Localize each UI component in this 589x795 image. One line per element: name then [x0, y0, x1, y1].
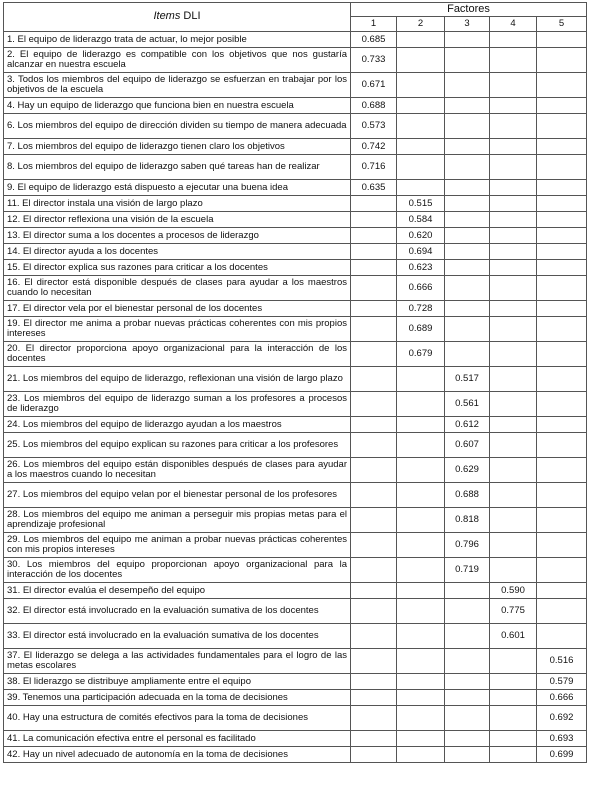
- table-row: [4, 731, 587, 747]
- factor-loading-value: 0.612: [445, 417, 490, 433]
- empty-cell: [397, 392, 445, 417]
- empty-cell: [537, 458, 587, 483]
- empty-cell: [351, 508, 397, 533]
- item-text: 40. Hay una estructura de comités efectivos para la toma de decisiones: [4, 706, 351, 731]
- empty-cell: [445, 114, 490, 139]
- empty-cell: [351, 367, 397, 392]
- factor-loading-value: 0.719: [445, 558, 490, 583]
- empty-cell: [445, 260, 490, 276]
- factor-loading-value: 0.516: [537, 649, 587, 674]
- empty-cell: [537, 212, 587, 228]
- empty-cell: [490, 342, 537, 367]
- empty-cell: [490, 731, 537, 747]
- empty-cell: [445, 706, 490, 731]
- factor-loading-value: 0.666: [537, 690, 587, 706]
- empty-cell: [537, 155, 587, 180]
- empty-cell: [397, 139, 445, 155]
- empty-cell: [490, 73, 537, 98]
- table-row: [4, 558, 587, 583]
- table-row: [4, 139, 587, 155]
- empty-cell: [351, 674, 397, 690]
- empty-cell: [490, 649, 537, 674]
- table-row: [4, 244, 587, 260]
- empty-cell: [397, 180, 445, 196]
- empty-cell: [490, 32, 537, 48]
- factor-loadings-table: [3, 2, 587, 763]
- empty-cell: [490, 533, 537, 558]
- item-text: 20. El director proporciona apoyo organizacional para la interacción de los docentes: [4, 342, 351, 367]
- empty-cell: [351, 483, 397, 508]
- empty-cell: [537, 196, 587, 212]
- factores-header: Factores: [351, 3, 587, 17]
- factor-number: 2: [397, 17, 445, 32]
- empty-cell: [351, 599, 397, 624]
- empty-cell: [490, 228, 537, 244]
- empty-cell: [445, 196, 490, 212]
- empty-cell: [537, 301, 587, 317]
- empty-cell: [397, 48, 445, 73]
- item-text: 38. El liderazgo se distribuye ampliamente entre el equipo: [4, 674, 351, 690]
- table-row: [4, 483, 587, 508]
- empty-cell: [445, 674, 490, 690]
- table-row: [4, 317, 587, 342]
- table-row: [4, 583, 587, 599]
- empty-cell: [490, 155, 537, 180]
- empty-cell: [490, 747, 537, 763]
- empty-cell: [397, 624, 445, 649]
- empty-cell: [351, 649, 397, 674]
- table-row: [4, 458, 587, 483]
- table-row: [4, 342, 587, 367]
- factor-loading-value: 0.515: [397, 196, 445, 212]
- empty-cell: [397, 367, 445, 392]
- empty-cell: [351, 690, 397, 706]
- empty-cell: [445, 301, 490, 317]
- factor-loading-value: 0.635: [351, 180, 397, 196]
- table-row: [4, 508, 587, 533]
- empty-cell: [537, 228, 587, 244]
- empty-cell: [397, 747, 445, 763]
- item-text: 7. Los miembros del equipo de liderazgo tienen claro los objetivos: [4, 139, 351, 155]
- empty-cell: [537, 98, 587, 114]
- empty-cell: [490, 180, 537, 196]
- empty-cell: [445, 48, 490, 73]
- table-row: [4, 32, 587, 48]
- item-text: 25. Los miembros del equipo explican su razones para criticar a los profesores: [4, 433, 351, 458]
- empty-cell: [351, 731, 397, 747]
- empty-cell: [490, 196, 537, 212]
- factor-number: 1: [351, 17, 397, 32]
- factor-loading-value: 0.623: [397, 260, 445, 276]
- empty-cell: [351, 342, 397, 367]
- factor-loading-value: 0.688: [445, 483, 490, 508]
- empty-cell: [490, 301, 537, 317]
- item-text: 39. Tenemos una participación adecuada en la toma de decisiones: [4, 690, 351, 706]
- empty-cell: [490, 260, 537, 276]
- empty-cell: [537, 114, 587, 139]
- empty-cell: [490, 690, 537, 706]
- empty-cell: [445, 599, 490, 624]
- empty-cell: [351, 747, 397, 763]
- empty-cell: [490, 458, 537, 483]
- factor-loading-value: 0.742: [351, 139, 397, 155]
- empty-cell: [397, 73, 445, 98]
- empty-cell: [445, 73, 490, 98]
- empty-cell: [537, 599, 587, 624]
- empty-cell: [537, 276, 587, 301]
- empty-cell: [397, 417, 445, 433]
- table-row: [4, 417, 587, 433]
- empty-cell: [397, 433, 445, 458]
- factor-loading-value: 0.692: [537, 706, 587, 731]
- factor-loading-value: 0.517: [445, 367, 490, 392]
- empty-cell: [351, 260, 397, 276]
- empty-cell: [537, 367, 587, 392]
- empty-cell: [537, 533, 587, 558]
- empty-cell: [397, 98, 445, 114]
- factor-loading-value: 0.818: [445, 508, 490, 533]
- factor-loading-value: 0.694: [397, 244, 445, 260]
- empty-cell: [490, 114, 537, 139]
- item-text: 1. El equipo de liderazgo trata de actuar, lo mejor posible: [4, 32, 351, 48]
- empty-cell: [537, 244, 587, 260]
- empty-cell: [351, 706, 397, 731]
- factor-number: 5: [537, 17, 587, 32]
- table-row: [4, 624, 587, 649]
- factor-loading-value: 0.561: [445, 392, 490, 417]
- empty-cell: [397, 583, 445, 599]
- empty-cell: [490, 674, 537, 690]
- table-row: [4, 599, 587, 624]
- empty-cell: [351, 583, 397, 599]
- factor-number: 4: [490, 17, 537, 32]
- table-row: [4, 649, 587, 674]
- item-text: 23. Los miembros del equipo de liderazgo suman a los profesores a procesos de liderazgo: [4, 392, 351, 417]
- table-row: [4, 690, 587, 706]
- factor-loading-value: 0.629: [445, 458, 490, 483]
- empty-cell: [445, 244, 490, 260]
- table-row: [4, 48, 587, 73]
- item-text: 27. Los miembros del equipo velan por el bienestar personal de los profesores: [4, 483, 351, 508]
- table-row: [4, 196, 587, 212]
- item-text: 41. La comunicación efectiva entre el personal es facilitado: [4, 731, 351, 747]
- empty-cell: [537, 392, 587, 417]
- empty-cell: [537, 342, 587, 367]
- item-text: 28. Los miembros del equipo me animan a perseguir mis propias metas para el aprendizaje profesional: [4, 508, 351, 533]
- empty-cell: [537, 32, 587, 48]
- empty-cell: [490, 48, 537, 73]
- table-row: [4, 367, 587, 392]
- empty-cell: [351, 301, 397, 317]
- item-text: 15. El director explica sus razones para criticar a los docentes: [4, 260, 351, 276]
- item-text: 37. El liderazgo se delega a las actividades fundamentales para el logro de las metas escolares: [4, 649, 351, 674]
- factor-loading-value: 0.666: [397, 276, 445, 301]
- item-text: 2. El equipo de liderazgo es compatible con los objetivos que nos gustaría alcanzar en nuestra escuela: [4, 48, 351, 73]
- empty-cell: [537, 417, 587, 433]
- empty-cell: [351, 458, 397, 483]
- table-row: [4, 533, 587, 558]
- factor-loading-value: 0.671: [351, 73, 397, 98]
- empty-cell: [351, 317, 397, 342]
- empty-cell: [445, 276, 490, 301]
- table-row: [4, 433, 587, 458]
- empty-cell: [397, 114, 445, 139]
- empty-cell: [537, 73, 587, 98]
- factor-loading-value: 0.607: [445, 433, 490, 458]
- empty-cell: [490, 483, 537, 508]
- empty-cell: [351, 212, 397, 228]
- empty-cell: [490, 317, 537, 342]
- empty-cell: [537, 139, 587, 155]
- empty-cell: [490, 244, 537, 260]
- empty-cell: [351, 228, 397, 244]
- item-text: 26. Los miembros del equipo están disponibles después de clases para ayudar a los maestros cuando lo necesitan: [4, 458, 351, 483]
- factor-loading-value: 0.584: [397, 212, 445, 228]
- empty-cell: [445, 212, 490, 228]
- empty-cell: [445, 155, 490, 180]
- factor-loading-value: 0.775: [490, 599, 537, 624]
- empty-cell: [537, 317, 587, 342]
- table-row: [4, 212, 587, 228]
- factor-loading-value: 0.693: [537, 731, 587, 747]
- empty-cell: [537, 583, 587, 599]
- empty-cell: [537, 624, 587, 649]
- empty-cell: [397, 690, 445, 706]
- item-text: 42. Hay un nivel adecuado de autonomía en la toma de decisiones: [4, 747, 351, 763]
- header-row: [4, 3, 587, 17]
- empty-cell: [351, 392, 397, 417]
- empty-cell: [537, 483, 587, 508]
- item-text: 9. El equipo de liderazgo está dispuesto a ejecutar una buena idea: [4, 180, 351, 196]
- table-row: [4, 260, 587, 276]
- empty-cell: [490, 98, 537, 114]
- item-text: 16. El director está disponible después de clases para ayudar a los maestros cuando lo necesitan: [4, 276, 351, 301]
- empty-cell: [445, 98, 490, 114]
- factor-loading-value: 0.716: [351, 155, 397, 180]
- empty-cell: [490, 367, 537, 392]
- empty-cell: [351, 433, 397, 458]
- empty-cell: [397, 32, 445, 48]
- empty-cell: [397, 731, 445, 747]
- empty-cell: [397, 483, 445, 508]
- empty-cell: [445, 228, 490, 244]
- table-row: [4, 73, 587, 98]
- table-row: [4, 747, 587, 763]
- item-text: 29. Los miembros del equipo me animan a probar nuevas prácticas coherentes con mis propios intereses: [4, 533, 351, 558]
- item-text: 24. Los miembros del equipo de liderazgo ayudan a los maestros: [4, 417, 351, 433]
- factor-loading-value: 0.688: [351, 98, 397, 114]
- items-header-rest: DLI: [180, 10, 201, 23]
- factor-loading-value: 0.689: [397, 317, 445, 342]
- factor-loading-value: 0.573: [351, 114, 397, 139]
- empty-cell: [490, 706, 537, 731]
- empty-cell: [397, 674, 445, 690]
- empty-cell: [490, 276, 537, 301]
- item-text: 11. El director instala una visión de largo plazo: [4, 196, 351, 212]
- empty-cell: [351, 244, 397, 260]
- empty-cell: [397, 599, 445, 624]
- items-header-italic: Items: [153, 10, 181, 23]
- table-row: [4, 180, 587, 196]
- empty-cell: [537, 48, 587, 73]
- empty-cell: [445, 139, 490, 155]
- factor-loading-value: 0.733: [351, 48, 397, 73]
- item-text: 19. El director me anima a probar nuevas prácticas coherentes con mis propios intereses: [4, 317, 351, 342]
- table-row: [4, 228, 587, 244]
- empty-cell: [490, 508, 537, 533]
- item-text: 32. El director está involucrado en la evaluación sumativa de los docentes: [4, 599, 351, 624]
- item-text: 30. Los miembros del equipo proporcionan apoyo organizacional para la interacción de los docentes: [4, 558, 351, 583]
- table-row: [4, 114, 587, 139]
- factor-loading-value: 0.579: [537, 674, 587, 690]
- empty-cell: [490, 558, 537, 583]
- empty-cell: [537, 180, 587, 196]
- factor-loading-value: 0.699: [537, 747, 587, 763]
- factor-number: 3: [445, 17, 490, 32]
- factor-loading-value: 0.679: [397, 342, 445, 367]
- table-row: [4, 674, 587, 690]
- item-text: 31. El director evalúa el desempeño del equipo: [4, 583, 351, 599]
- empty-cell: [351, 196, 397, 212]
- empty-cell: [397, 649, 445, 674]
- factor-loading-value: 0.796: [445, 533, 490, 558]
- empty-cell: [490, 212, 537, 228]
- empty-cell: [445, 624, 490, 649]
- item-text: 3. Todos los miembros del equipo de liderazgo se esfuerzan en trabajar por los objetivos de la escuela: [4, 73, 351, 98]
- empty-cell: [445, 180, 490, 196]
- empty-cell: [490, 139, 537, 155]
- empty-cell: [537, 260, 587, 276]
- factor-loading-value: 0.620: [397, 228, 445, 244]
- empty-cell: [537, 508, 587, 533]
- empty-cell: [397, 558, 445, 583]
- item-text: 21. Los miembros del equipo de liderazgo, reflexionan una visión de largo plazo: [4, 367, 351, 392]
- empty-cell: [445, 649, 490, 674]
- empty-cell: [445, 583, 490, 599]
- empty-cell: [537, 558, 587, 583]
- empty-cell: [397, 533, 445, 558]
- table-row: [4, 98, 587, 114]
- table-body: [4, 32, 587, 763]
- empty-cell: [445, 731, 490, 747]
- factor-loading-value: 0.728: [397, 301, 445, 317]
- item-text: 13. El director suma a los docentes a procesos de liderazgo: [4, 228, 351, 244]
- table-row: [4, 706, 587, 731]
- empty-cell: [351, 276, 397, 301]
- empty-cell: [445, 747, 490, 763]
- item-text: 17. El director vela por el bienestar personal de los docentes: [4, 301, 351, 317]
- item-text: 14. El director ayuda a los docentes: [4, 244, 351, 260]
- empty-cell: [397, 458, 445, 483]
- empty-cell: [351, 417, 397, 433]
- item-text: 12. El director reflexiona una visión de la escuela: [4, 212, 351, 228]
- table-row: [4, 155, 587, 180]
- item-text: 4. Hay un equipo de liderazgo que funciona bien en nuestra escuela: [4, 98, 351, 114]
- table-row: [4, 392, 587, 417]
- items-header: [4, 3, 351, 32]
- empty-cell: [490, 417, 537, 433]
- empty-cell: [397, 706, 445, 731]
- empty-cell: [351, 558, 397, 583]
- empty-cell: [490, 392, 537, 417]
- empty-cell: [445, 342, 490, 367]
- factor-loading-value: 0.685: [351, 32, 397, 48]
- empty-cell: [351, 533, 397, 558]
- empty-cell: [445, 32, 490, 48]
- empty-cell: [490, 433, 537, 458]
- table-row: [4, 301, 587, 317]
- empty-cell: [445, 690, 490, 706]
- item-text: 8. Los miembros del equipo de liderazgo saben qué tareas han de realizar: [4, 155, 351, 180]
- empty-cell: [397, 155, 445, 180]
- item-text: 33. El director está involucrado en la evaluación sumativa de los docentes: [4, 624, 351, 649]
- empty-cell: [351, 624, 397, 649]
- factor-loading-value: 0.601: [490, 624, 537, 649]
- factor-loading-value: 0.590: [490, 583, 537, 599]
- item-text: 6. Los miembros del equipo de dirección dividen su tiempo de manera adecuada: [4, 114, 351, 139]
- empty-cell: [537, 433, 587, 458]
- empty-cell: [445, 317, 490, 342]
- empty-cell: [397, 508, 445, 533]
- table-row: [4, 276, 587, 301]
